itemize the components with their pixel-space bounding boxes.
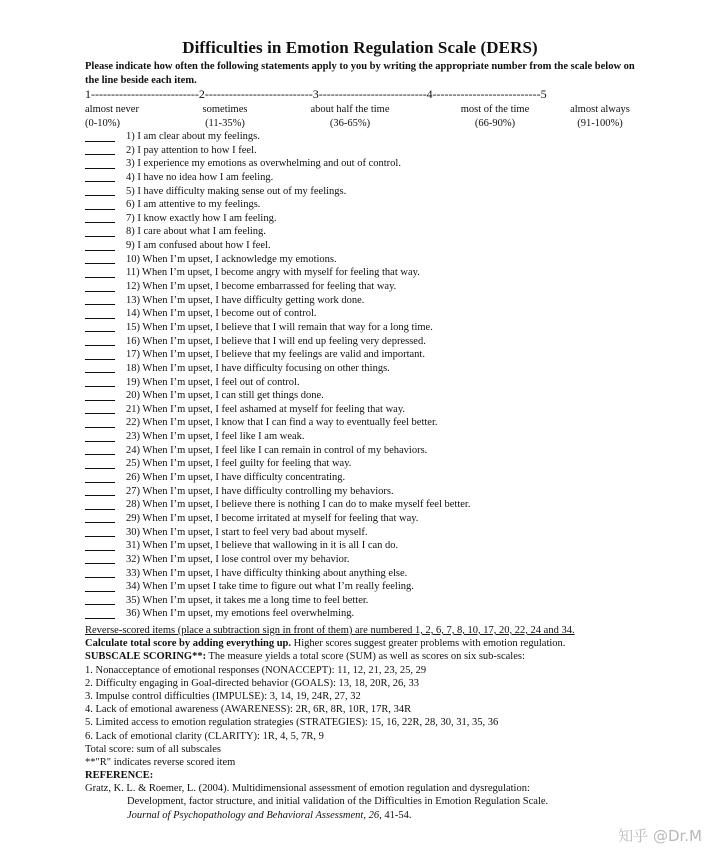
total-score-rest: Higher scores suggest greater problems with emotion regulation.: [291, 638, 566, 650]
list-item: [85, 239, 645, 253]
item-text: 26) When I’m upset, I have difficulty concentrating.: [126, 472, 346, 484]
scale-anchor-label: most of the time: [460, 104, 530, 115]
subscale-item: 6. Lack of emotional clarity (CLARITY): 1R, 4, 5, 7R, 9: [85, 730, 324, 742]
scale-anchor-label: almost always: [570, 104, 630, 115]
answer-blank[interactable]: [85, 536, 115, 537]
item-text: 29) When I’m upset, I become irritated at myself for feeling that way.: [126, 512, 419, 524]
list-item: [85, 307, 645, 321]
total-score-bold: Calculate total score by adding everything up.: [85, 638, 292, 650]
answer-blank[interactable]: [85, 181, 115, 182]
item-text: 7) I know exactly how I am feeling.: [126, 212, 277, 224]
answer-blank[interactable]: [85, 563, 115, 564]
list-item: [85, 594, 645, 608]
item-text: 20) When I’m upset, I can still get things done.: [126, 390, 324, 402]
scale-anchor-range: (91-100%): [577, 117, 623, 129]
item-text: 24) When I’m upset, I feel like I can remain in control of my behaviors.: [126, 444, 428, 456]
answer-blank[interactable]: [85, 263, 115, 264]
answer-blank[interactable]: [85, 318, 115, 319]
item-text: 28) When I’m upset, I believe there is nothing I can do to make myself feel better.: [126, 499, 471, 511]
subscale-intro: The measure yields a total score (SUM) as well as scores on six sub-scales:: [206, 651, 525, 663]
item-text: 23) When I’m upset, I feel like I am weak.: [126, 431, 305, 443]
scale-anchor-range: (36-65%): [329, 117, 371, 129]
document-title: Difficulties in Emotion Regulation Scale (DERS): [182, 38, 538, 57]
answer-blank[interactable]: [85, 250, 115, 251]
scale-anchor-4: [445, 103, 545, 130]
answer-blank[interactable]: [85, 304, 115, 305]
answer-blank[interactable]: [85, 495, 115, 496]
subscale-item: 4. Lack of emotional awareness (AWARENESS): 2R, 6R, 8R, 10R, 17R, 34R: [85, 704, 412, 716]
reverse-key-note: **"R" indicates reverse scored item: [85, 756, 236, 768]
scale-anchor-range: (66-90%): [474, 117, 516, 129]
scale-anchor-range: (11-35%): [205, 117, 245, 129]
list-item: [85, 294, 645, 308]
list-item: [85, 485, 645, 499]
scale-anchor-3: [295, 103, 405, 130]
scale-anchor-1: [85, 103, 145, 130]
scale-line: 1---------------------------2---------------------------3---------------------------4---------------------------5: [85, 87, 547, 101]
item-text: 27) When I’m upset, I have difficulty controlling my behaviors.: [126, 485, 394, 497]
answer-blank[interactable]: [85, 236, 115, 237]
reference-heading: REFERENCE:: [85, 770, 154, 782]
answer-blank[interactable]: [85, 618, 115, 619]
answer-blank[interactable]: [85, 400, 115, 401]
item-text: 21) When I’m upset, I feel ashamed at myself for feeling that way.: [126, 403, 406, 415]
reverse-scored-note: Reverse-scored items (place a subtraction sign in front of them) are numbered 1, 2, 6, 7, 8, 10, 17, 20, 22, 24 and 34.: [85, 625, 575, 636]
list-item: [85, 348, 645, 362]
list-item: [85, 335, 645, 349]
item-text: 10) When I’m upset, I acknowledge my emotions.: [126, 253, 337, 265]
scale-anchor-label: sometimes: [202, 104, 248, 115]
answer-blank[interactable]: [85, 482, 115, 483]
answer-blank[interactable]: [85, 522, 115, 523]
subscale-item: 1. Nonacceptance of emotional responses (NONACCEPT): 11, 12, 21, 23, 25, 29: [85, 664, 427, 676]
list-item: [85, 580, 645, 594]
subscale-heading-row: [85, 650, 655, 663]
item-text: 3) I experience my emotions as overwhelming and out of control.: [126, 158, 401, 170]
item-text: 14) When I’m upset, I become out of control.: [126, 308, 317, 320]
list-item: [85, 266, 645, 280]
item-text: 22) When I’m upset, I know that I can find a way to eventually feel better.: [126, 417, 438, 429]
list-item: [85, 212, 645, 226]
list-item: [85, 280, 645, 294]
item-text: 5) I have difficulty making sense out of my feelings.: [126, 185, 347, 197]
item-text: 25) When I’m upset, I feel guilty for feeling that way.: [126, 458, 352, 470]
subscale-item: 3. Impulse control difficulties (IMPULSE): 3, 14, 19, 24R, 27, 32: [85, 690, 361, 702]
scale-anchor-range: (0-10%): [85, 117, 120, 129]
scale-anchor-label: almost never: [85, 104, 139, 115]
item-text: 32) When I’m upset, I lose control over my behavior.: [126, 553, 350, 565]
item-text: 8) I care about what I am feeling.: [126, 226, 266, 238]
item-text: 6) I am attentive to my feelings.: [126, 199, 261, 211]
item-text: 9) I am confused about how I feel.: [126, 240, 271, 252]
item-text: 36) When I’m upset, my emotions feel overwhelming.: [126, 608, 355, 620]
reference-citation: [85, 809, 655, 822]
item-text: 12) When I’m upset, I become embarrassed for feeling that way.: [126, 281, 397, 293]
list-item: [85, 185, 645, 199]
answer-blank[interactable]: [85, 413, 115, 414]
list-item: [85, 416, 645, 430]
subscale-item: 5. Limited access to emotion regulation strategies (STRATEGIES): 15, 16, 22R, 28, 30, 31, 35, 36: [85, 717, 499, 729]
list-item: [85, 444, 645, 458]
total-score-instruction: [85, 637, 655, 650]
scale-anchor-label: about half the time: [310, 104, 390, 115]
scale-anchor-5: [560, 103, 640, 130]
watermark: 知乎 @Dr.M: [618, 827, 702, 845]
list-item: [85, 403, 645, 417]
answer-blank[interactable]: [85, 141, 115, 142]
item-text: 31) When I’m upset, I believe that wallowing in it is all I can do.: [126, 540, 399, 552]
list-item: [85, 253, 645, 267]
item-text: 34) When I’m upset I take time to figure out what I’m really feeling.: [126, 581, 414, 593]
answer-blank[interactable]: [85, 195, 115, 196]
subscale-heading: SUBSCALE SCORING**:: [85, 651, 207, 663]
answer-blank[interactable]: [85, 222, 115, 223]
reference-pages: 41-54.: [381, 809, 412, 821]
answer-blank[interactable]: [85, 550, 115, 551]
reference-journal: Journal of Psychopathology and Behavioral Assessment, 26,: [127, 809, 382, 821]
list-item: [85, 526, 645, 540]
answer-blank[interactable]: [85, 441, 115, 442]
list-item: [85, 389, 645, 403]
subscale-item: 2. Difficulty engaging in Goal-directed behavior (GOALS): 13, 18, 20R, 26, 33: [85, 677, 419, 689]
answer-blank[interactable]: [85, 345, 115, 346]
list-item: [85, 362, 645, 376]
list-item: [85, 512, 645, 526]
item-text: 16) When I’m upset, I believe that I will end up feeling very depressed.: [126, 335, 426, 347]
answer-blank[interactable]: [85, 331, 115, 332]
list-item: [85, 171, 645, 185]
instructions: Please indicate how often the following statements apply to you by writing the appropriate number from the scale below on the line beside each item.: [85, 61, 635, 86]
item-text: 15) When I’m upset, I believe that I will remain that way for a long time.: [126, 321, 433, 333]
answer-blank[interactable]: [85, 359, 115, 360]
answer-blank[interactable]: [85, 277, 115, 278]
list-item: [85, 225, 645, 239]
answer-blank[interactable]: [85, 509, 115, 510]
answer-blank[interactable]: [85, 427, 115, 428]
scale-anchor-2: [185, 103, 265, 130]
answer-blank[interactable]: [85, 604, 115, 605]
answer-blank[interactable]: [85, 168, 115, 169]
list-item: [85, 321, 645, 335]
list-item: [85, 553, 645, 567]
answer-blank[interactable]: [85, 291, 115, 292]
item-text: 18) When I’m upset, I have difficulty focusing on other things.: [126, 362, 390, 374]
answer-blank[interactable]: [85, 386, 115, 387]
item-text: 35) When I’m upset, it takes me a long time to feel better.: [126, 594, 369, 606]
list-item: [85, 567, 645, 581]
list-item: [85, 457, 645, 471]
reference-line: Gratz, K. L. & Roemer, L. (2004). Multidimensional assessment of emotion regulation and dysregulation:: [85, 783, 530, 795]
answer-blank[interactable]: [85, 577, 115, 578]
item-text: 19) When I’m upset, I feel out of control.: [126, 376, 300, 388]
reference-line: Development, factor structure, and initial validation of the Difficulties in Emotion Regulation Scale.: [127, 796, 549, 808]
answer-blank[interactable]: [85, 454, 115, 455]
list-item: [85, 144, 645, 158]
item-text: 2) I pay attention to how I feel.: [126, 144, 257, 156]
answer-blank[interactable]: [85, 154, 115, 155]
answer-blank[interactable]: [85, 209, 115, 210]
list-item: [85, 607, 645, 621]
list-item: [85, 539, 645, 553]
item-text: 11) When I’m upset, I become angry with myself for feeling that way.: [126, 267, 420, 279]
list-item: [85, 430, 645, 444]
answer-blank[interactable]: [85, 372, 115, 373]
list-item: [85, 130, 645, 144]
list-item: [85, 376, 645, 390]
answer-blank[interactable]: [85, 591, 115, 592]
item-text: 30) When I’m upset, I start to feel very bad about myself.: [126, 526, 368, 538]
list-item: [85, 198, 645, 212]
list-item: [85, 498, 645, 512]
item-text: 1) I am clear about my feelings.: [126, 131, 260, 142]
item-text: 17) When I’m upset, I believe that my feelings are valid and important.: [126, 349, 425, 361]
list-item: [85, 157, 645, 171]
scoring-section: [85, 624, 655, 822]
item-text: 4) I have no idea how I am feeling.: [126, 171, 274, 183]
item-text: 13) When I’m upset, I have difficulty getting work done.: [126, 294, 365, 306]
item-text: 33) When I’m upset, I have difficulty thinking about anything else.: [126, 567, 408, 579]
item-list: [85, 130, 645, 621]
total-score-note: Total score: sum of all subscales: [85, 743, 222, 755]
list-item: [85, 471, 645, 485]
answer-blank[interactable]: [85, 468, 115, 469]
